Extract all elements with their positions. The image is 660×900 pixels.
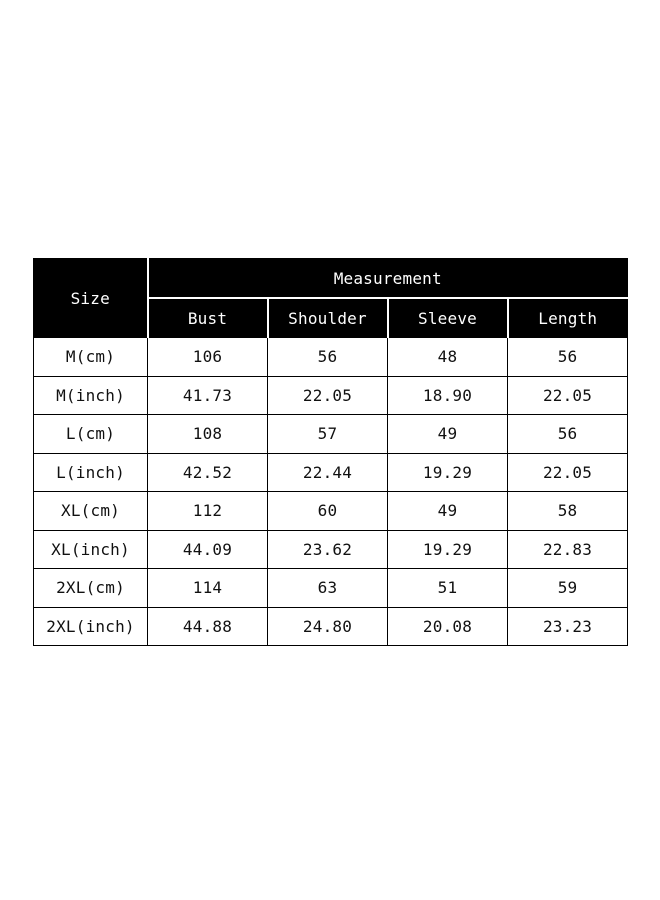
bust-column-header: Bust	[148, 298, 268, 338]
sleeve-cell: 49	[388, 415, 508, 454]
size-cell: M(inch)	[34, 376, 148, 415]
size-cell: L(cm)	[34, 415, 148, 454]
length-cell: 56	[508, 415, 628, 454]
sleeve-cell: 48	[388, 338, 508, 377]
table-row	[34, 530, 628, 569]
bust-cell: 108	[148, 415, 268, 454]
shoulder-cell: 57	[268, 415, 388, 454]
shoulder-cell: 24.80	[268, 607, 388, 646]
shoulder-cell: 22.05	[268, 376, 388, 415]
bust-cell: 44.09	[148, 530, 268, 569]
bust-cell: 41.73	[148, 376, 268, 415]
bust-cell: 114	[148, 569, 268, 608]
sleeve-cell: 19.29	[388, 530, 508, 569]
table-row	[34, 453, 628, 492]
shoulder-cell: 63	[268, 569, 388, 608]
length-cell: 56	[508, 338, 628, 377]
table-row	[34, 376, 628, 415]
table-row	[34, 415, 628, 454]
size-column-header: Size	[34, 259, 148, 338]
size-cell: L(inch)	[34, 453, 148, 492]
shoulder-cell: 22.44	[268, 453, 388, 492]
size-cell: XL(cm)	[34, 492, 148, 531]
length-cell: 58	[508, 492, 628, 531]
length-cell: 23.23	[508, 607, 628, 646]
length-cell: 22.05	[508, 376, 628, 415]
bust-cell: 106	[148, 338, 268, 377]
length-cell: 22.05	[508, 453, 628, 492]
bust-cell: 42.52	[148, 453, 268, 492]
shoulder-cell: 23.62	[268, 530, 388, 569]
table-row	[34, 569, 628, 608]
sleeve-cell: 51	[388, 569, 508, 608]
shoulder-column-header: Shoulder	[268, 298, 388, 338]
sleeve-cell: 18.90	[388, 376, 508, 415]
measurement-group-header: Measurement	[148, 259, 628, 299]
table-row	[34, 338, 628, 377]
length-cell: 59	[508, 569, 628, 608]
sleeve-cell: 19.29	[388, 453, 508, 492]
shoulder-cell: 60	[268, 492, 388, 531]
sleeve-cell: 20.08	[388, 607, 508, 646]
size-cell: XL(inch)	[34, 530, 148, 569]
length-cell: 22.83	[508, 530, 628, 569]
bust-cell: 44.88	[148, 607, 268, 646]
size-chart-table	[33, 258, 628, 646]
table-row	[34, 607, 628, 646]
size-cell: 2XL(inch)	[34, 607, 148, 646]
table-row	[34, 492, 628, 531]
sleeve-cell: 49	[388, 492, 508, 531]
length-column-header: Length	[508, 298, 628, 338]
bust-cell: 112	[148, 492, 268, 531]
size-cell: M(cm)	[34, 338, 148, 377]
sleeve-column-header: Sleeve	[388, 298, 508, 338]
size-cell: 2XL(cm)	[34, 569, 148, 608]
shoulder-cell: 56	[268, 338, 388, 377]
